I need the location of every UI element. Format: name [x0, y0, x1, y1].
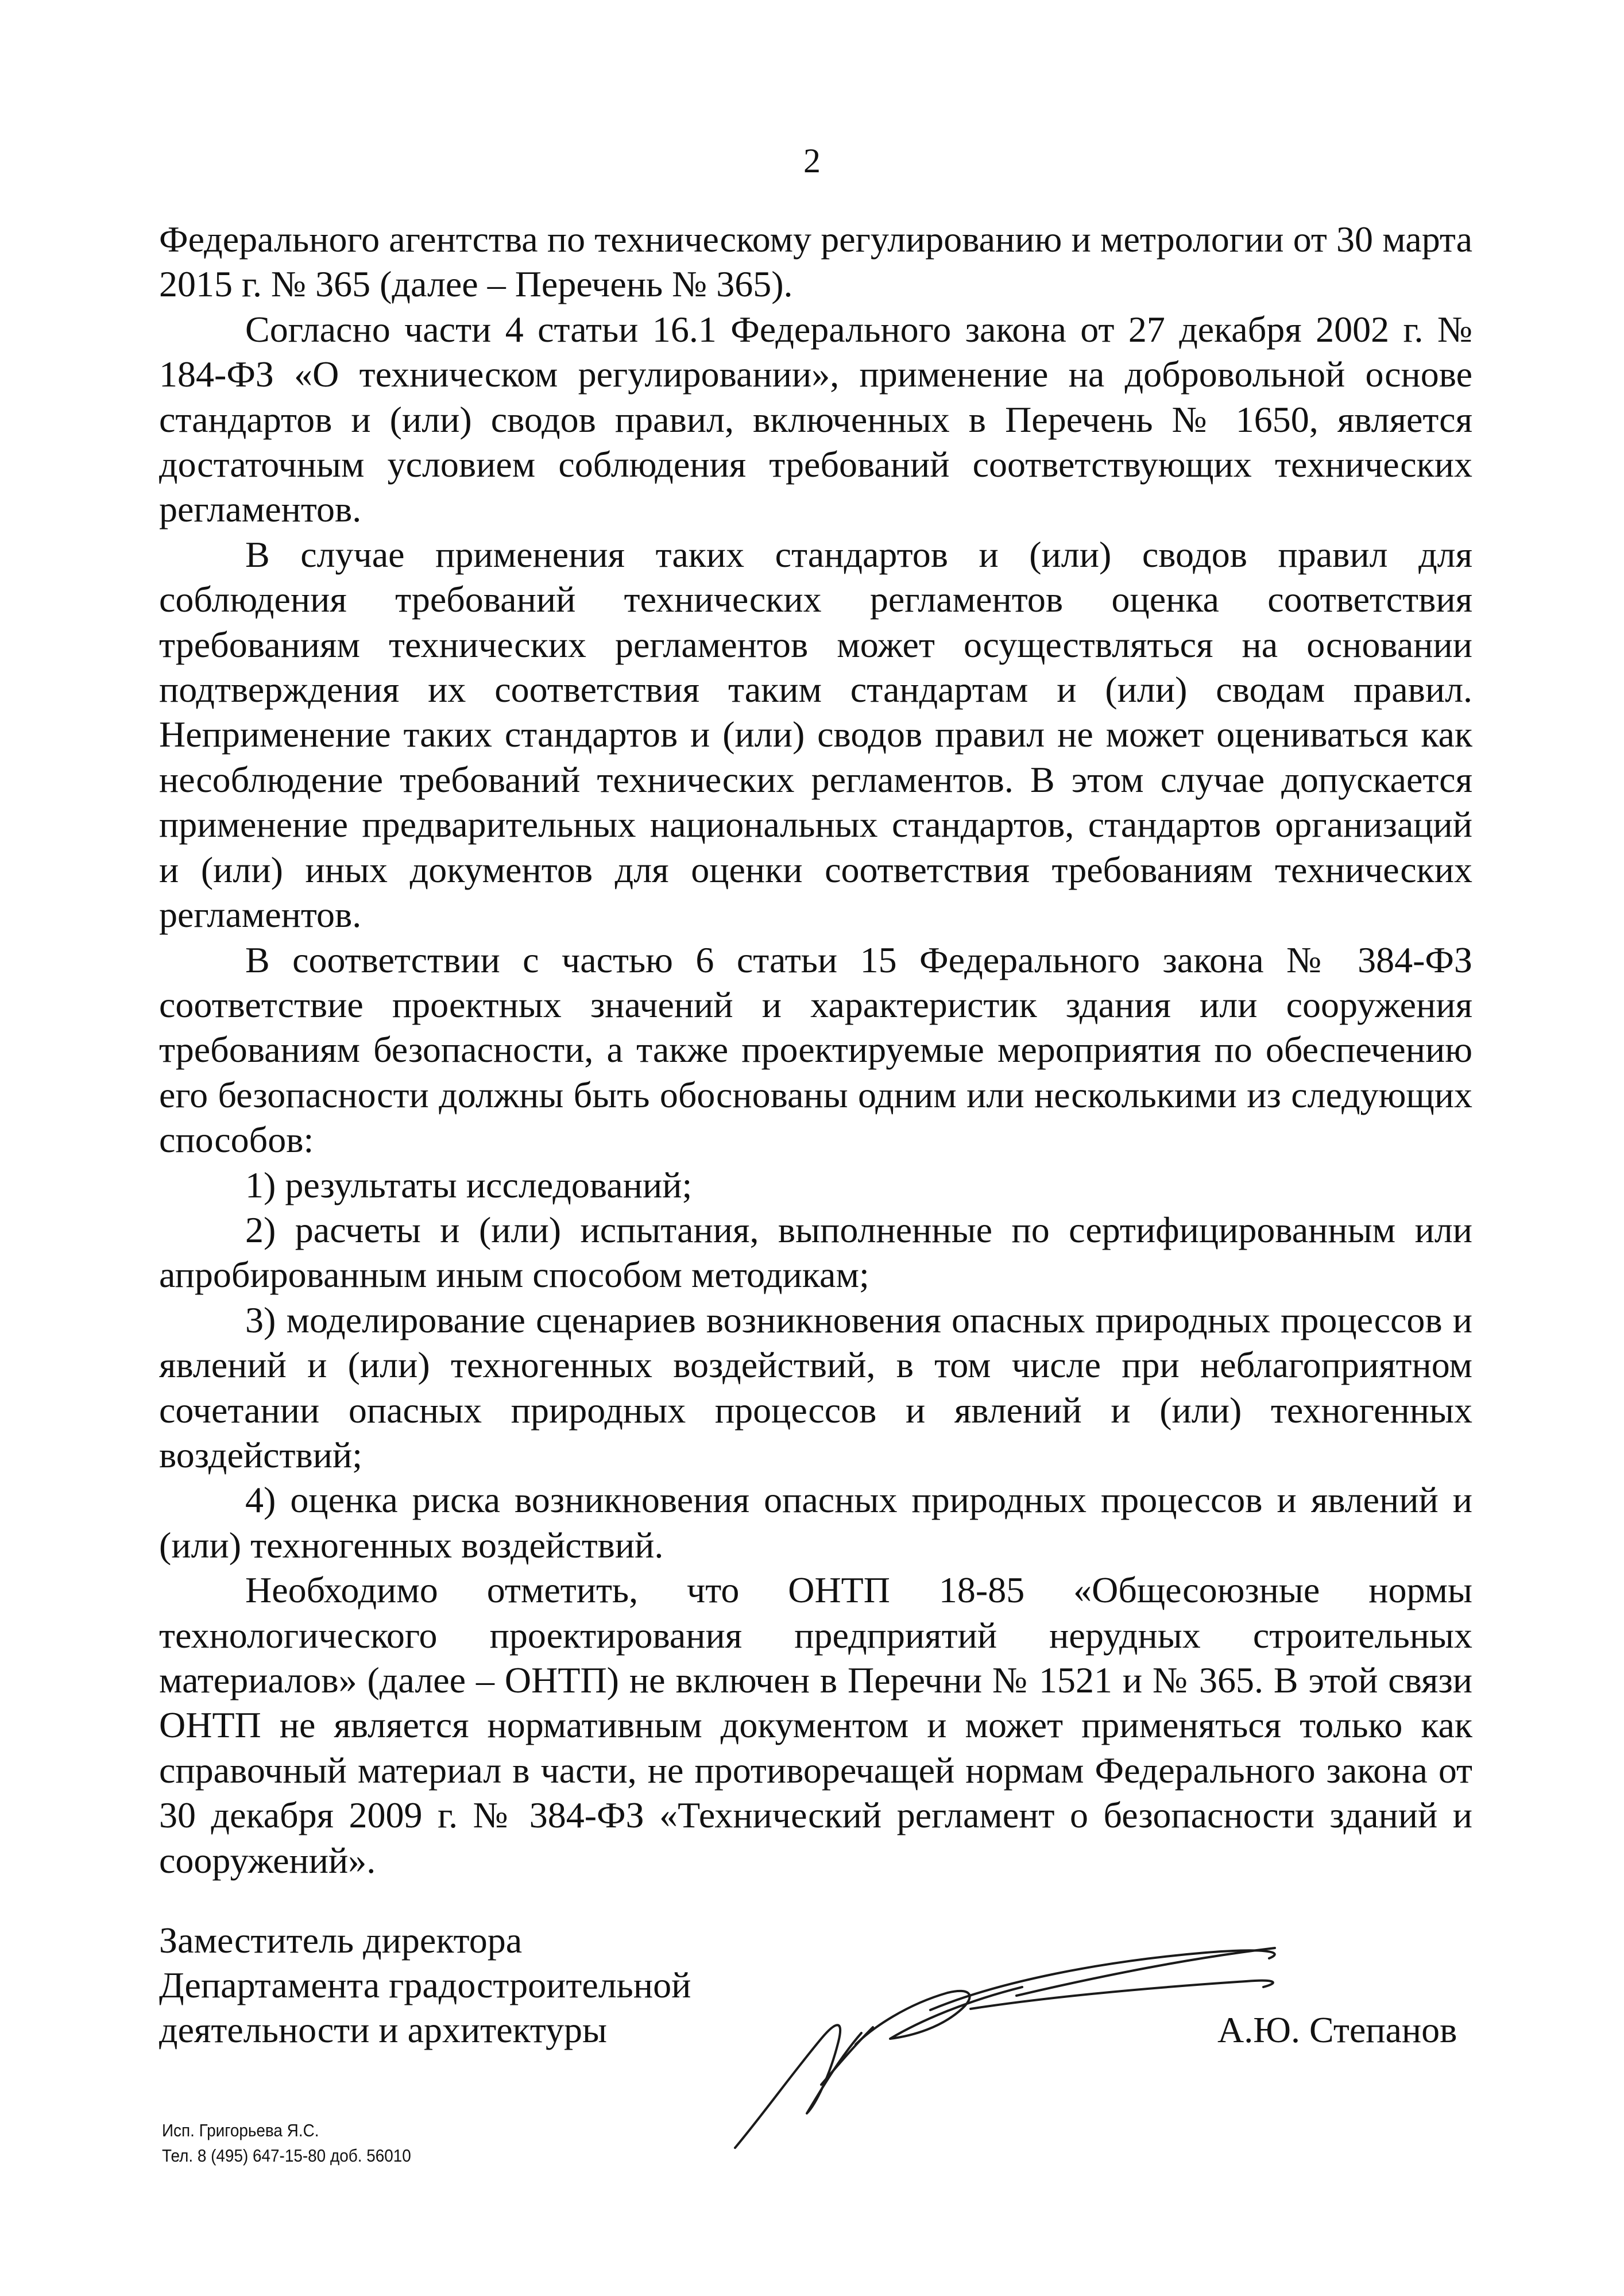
list-item: 4) оценка риска возникновения опасных природных процессов и явлений и (или) техногенных воздействий.: [159, 1479, 1472, 1566]
executor-info: [162, 2118, 411, 2169]
list-item: 3) моделирование сценариев возникновения опасных природных процессов и явлений и (или) техногенных воздействий, в том числе при неблагоприятном сочетании опасных природных процессов и явлений и (или) техногенных воздействий;: [159, 1299, 1472, 1475]
paragraph: В соответствии с частью 6 статьи 15 Федерального закона № 384-ФЗ соответствие проектных значений и характеристик здания или сооружения требованиям безопасности, а также проектируемые мероприятия по обеспечению его безопасности должны быть обоснованы одним или несколькими из следующих способов:: [159, 939, 1472, 1161]
executor-name: Исп. Григорьева Я.С.: [162, 2120, 319, 2140]
paragraph: Согласно части 4 статьи 16.1 Федерального закона от 27 декабря 2002 г. № 184-ФЗ «О техническом регулировании», применение на добровольной основе стандартов и (или) сводов правил, включенных в Перечень № 1650, является достаточным условием соблюдения требований соответствующих технических регламентов.: [159, 308, 1472, 530]
signatory-name: А.Ю. Степанов: [1217, 2009, 1457, 2050]
page-number: 2: [803, 142, 821, 180]
list-item: 2) расчеты и (или) испытания, выполненные по сертифицированным или апробированным иным способом методикам;: [159, 1209, 1472, 1296]
paragraph: В случае применения таких стандартов и (или) сводов правил для соблюдения требований технических регламентов оценка соответствия требованиям технических регламентов может осуществляться на основании подтверждения их соответствия таким стандартам и (или) сводам правил. Неприменение таких стандартов и (или) сводов правил не может оцениваться как несоблюдение требований технических регламентов. В этом случае допускается применение предварительных национальных стандартов, стандартов организаций и (или) иных документов для оценки соответствия требованиям технических регламентов.: [159, 534, 1472, 936]
letter-body: [159, 217, 1472, 1883]
position-line: Департамента градостроительной: [159, 1965, 691, 2005]
executor-phone: Тел. 8 (495) 647-15-80 доб. 56010: [162, 2146, 411, 2166]
position-line: Заместитель директора: [159, 1920, 523, 1961]
paragraph: Необходимо отметить, что ОНТП 18-85 «Общесоюзные нормы технологического проектирования предприятий нерудных строительных материалов» (далее – ОНТП) не включен в Перечни № 1521 и № 365. В этой связи ОНТП не является нормативным документом и может применяться только как справочный материал в части, не противоречащей нормам Федерального закона от 30 декабря 2009 г. № 384-ФЗ «Технический регламент о безопасности зданий и сооружений».: [159, 1570, 1472, 1881]
position-line: деятельности и архитектуры: [159, 2009, 608, 2050]
handwritten-signature: [701, 1941, 1378, 2171]
list-item: 1) результаты исследований;: [245, 1164, 693, 1205]
paragraph-continuation: Федерального агентства по техническому регулированию и метрологии от 30 марта 2015 г. № 365 (далее – Перечень № 365).: [159, 219, 1472, 305]
